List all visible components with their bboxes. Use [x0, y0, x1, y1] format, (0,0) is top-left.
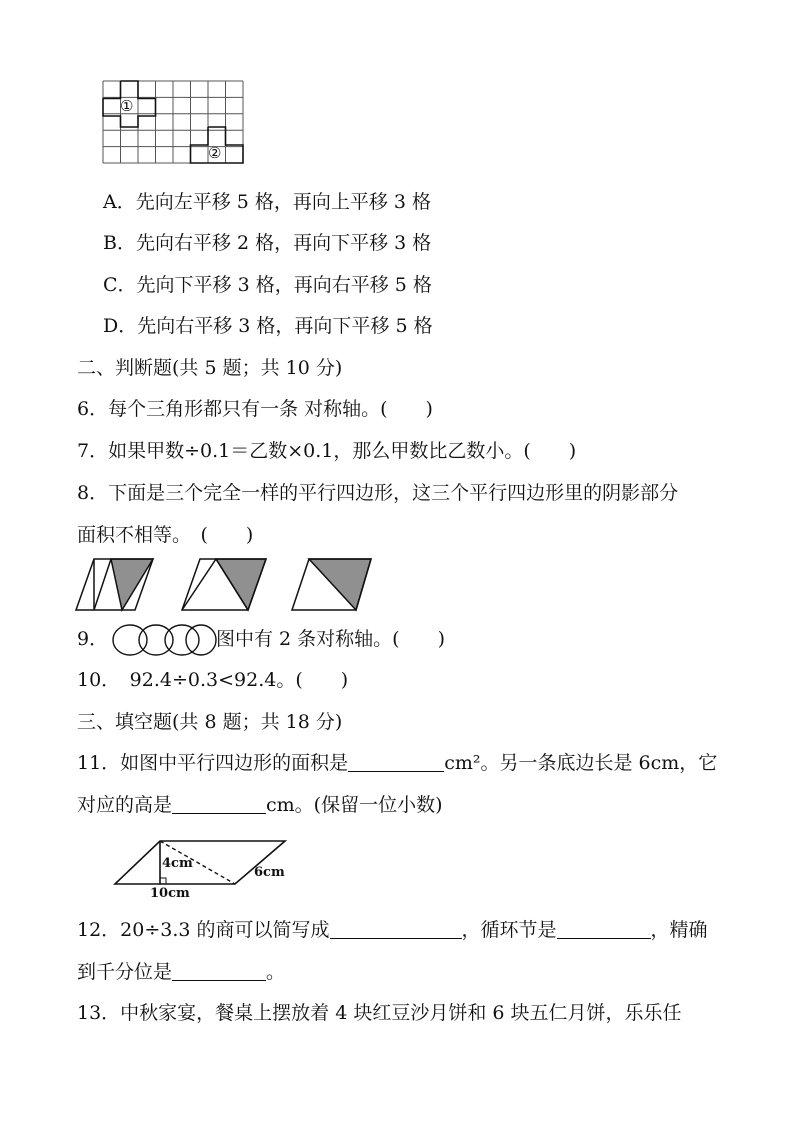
question-11-text-a: 11．如图中平行四边形的面积是: [77, 752, 349, 774]
circle-2: [139, 625, 173, 655]
right-angle-mark: [160, 878, 166, 884]
question-11-line-1: [77, 751, 717, 775]
question-7: 7．如果甲数÷0.1＝乙数×0.1，那么甲数比乙数小。( ): [77, 440, 577, 462]
option-d[interactable]: D．先向右平移 3 格，再向下平移 5 格: [103, 315, 433, 337]
question-9-number: 9．: [77, 628, 109, 650]
question-12-text-a: 12．20÷3.3 的商可以简写成: [77, 919, 330, 941]
option-c[interactable]: C．先向下平移 3 格，再向右平移 5 格: [103, 274, 432, 296]
question-12-text-c: ，精确: [650, 919, 708, 941]
four-circles-figure: [108, 622, 218, 658]
question-10: 10． 92.4÷0.3<92.4。( ): [77, 669, 349, 691]
parallelograms-figure: [76, 557, 376, 613]
parallelogram-dimensions-figure: [113, 839, 293, 899]
question-8-line-2: 面积不相等。 ( ): [77, 524, 254, 546]
base-label: 10cm: [150, 886, 190, 901]
height-label: 4cm: [162, 856, 193, 871]
circle-1: [113, 625, 147, 655]
side-label: 6cm: [254, 865, 285, 880]
question-11-text-c: 对应的高是: [77, 794, 173, 816]
question-11-blank-area[interactable]: [348, 751, 444, 772]
question-12-text-d: 到千分位是: [77, 961, 173, 983]
circle-3: [165, 625, 199, 655]
parallelogram-3-shade: [309, 559, 371, 610]
shape-2-label: ②: [208, 144, 222, 162]
question-12-line-2: [77, 960, 285, 984]
question-12-blank-shorthand[interactable]: [330, 918, 462, 939]
question-12-blank-period[interactable]: [557, 918, 651, 939]
question-11-blank-height[interactable]: [172, 793, 266, 814]
question-11-line-2: [77, 793, 443, 817]
question-12-line-1: [77, 918, 708, 942]
question-11-text-b: cm²。另一条底边长是 6cm，它: [444, 752, 718, 774]
question-9-text: 图中有 2 条对称轴。( ): [216, 628, 445, 650]
question-11-text-d: cm。(保留一位小数): [266, 794, 443, 816]
shape-1-label: ①: [120, 97, 134, 115]
question-12-text-b: ，循环节是: [461, 919, 557, 941]
option-b[interactable]: B．先向右平移 2 格，再向下平移 3 格: [103, 232, 432, 254]
question-12-blank-thousandths[interactable]: [172, 960, 266, 981]
translation-grid-figure: [103, 81, 243, 173]
parallelogram-2-shade: [216, 559, 266, 610]
question-12-text-e: 。: [266, 961, 286, 983]
section-2-title: 二、判断题(共 5 题；共 10 分): [77, 357, 343, 379]
question-6: 6．每个三角形都只有一条 对称轴。( ): [77, 398, 433, 420]
parallelogram-1-shade: [111, 559, 153, 610]
question-8-line-1: 8．下面是三个完全一样的平行四边形，这三个平行四边形里的阴影部分: [77, 482, 679, 504]
circle-4: [186, 625, 216, 655]
section-3-title: 三、填空题(共 8 题；共 18 分): [77, 711, 343, 733]
question-13: 13．中秋家宴，餐桌上摆放着 4 块红豆沙月饼和 6 块五仁月饼，乐乐任: [77, 1002, 682, 1024]
option-a[interactable]: A．先向左平移 5 格，再向上平移 3 格: [103, 191, 432, 213]
